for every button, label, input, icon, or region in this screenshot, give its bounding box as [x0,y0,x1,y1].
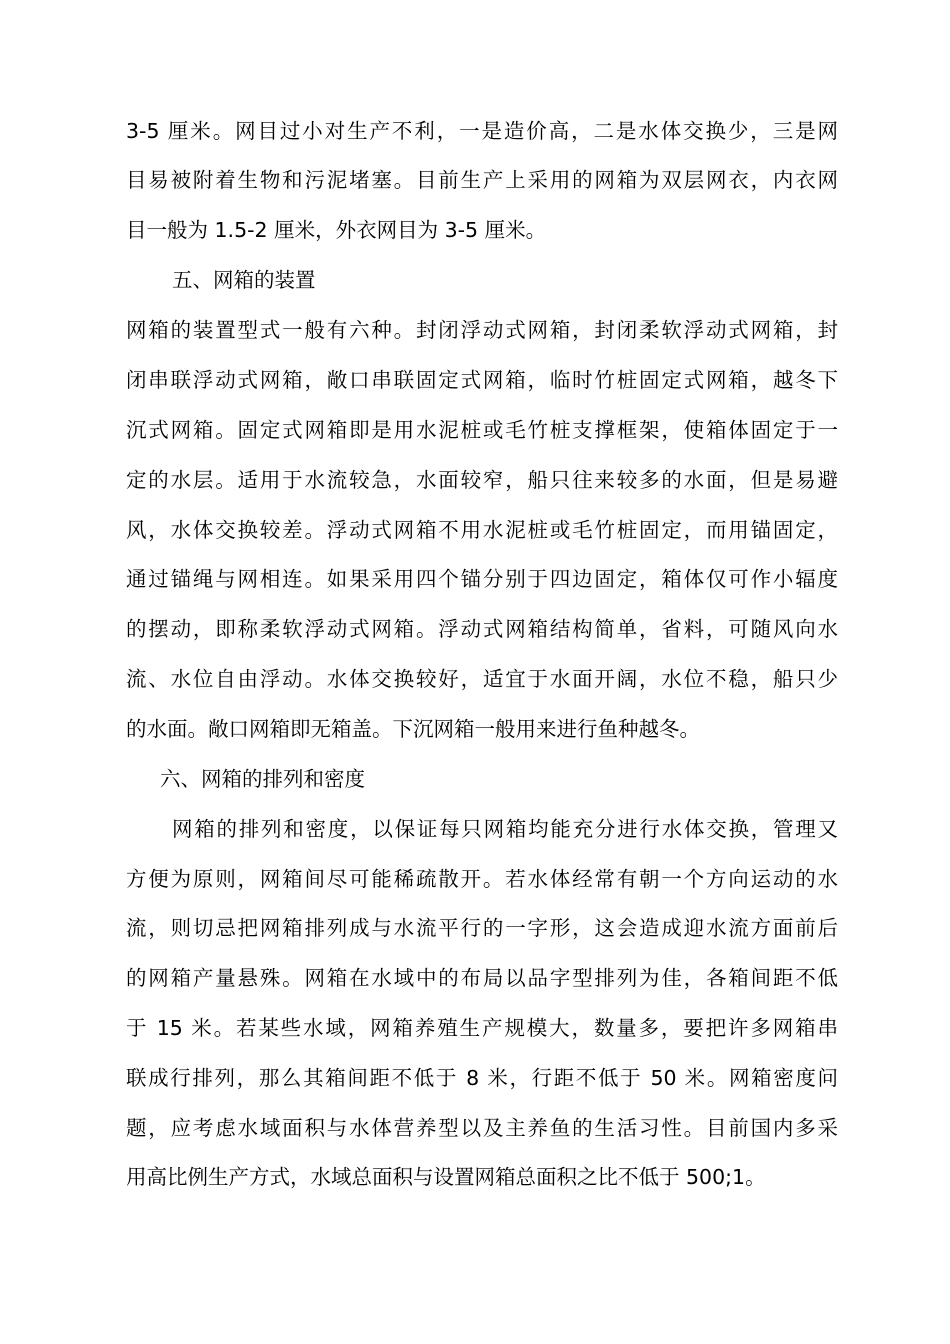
section-heading-5: 五、网箱的装置 [172,268,316,292]
paragraph-line: 流，则切忌把网箱排列成与水流平行的一字形，这会造成迎水流方面前后 [126,916,838,940]
paragraph-line: 沉式网箱。固定式网箱即是用水泥桩或毛竹桩支撑框架，使箱体固定于一 [126,418,838,442]
paragraph-line: 目一般为 1.5-2 厘米，外衣网目为 3-5 厘米。 [126,218,547,242]
paragraph-line: 网箱的排列和密度，以保证每只网箱均能充分进行水体交换，管理又 [172,817,838,841]
paragraph-line: 题，应考虑水域面积与水体营养型以及主养鱼的生活习性。目前国内多采 [126,1116,838,1140]
paragraph-line: 闭串联浮动式网箱，敞口串联固定式网箱，临时竹桩固定式网箱，越冬下 [126,368,838,392]
paragraph-line: 3-5 厘米。网目过小对生产不利，一是造价高，二是水体交换少，三是网 [126,119,838,143]
paragraph-line: 定的水层。适用于水流较急，水面较窄，船只往来较多的水面，但是易避 [126,468,838,492]
paragraph-line: 的水面。敞口网箱即无箱盖。下沉网箱一般用来进行鱼种越冬。 [126,717,700,741]
paragraph-line: 风，水体交换较差。浮动式网箱不用水泥桩或毛竹桩固定，而用锚固定， [126,518,838,542]
paragraph-line: 通过锚绳与网相连。如果采用四个锚分别于四边固定，箱体仅可作小辐度 [126,567,838,591]
paragraph-line: 的网箱产量悬殊。网箱在水域中的布局以品字型排列为佳，各箱间距不低 [126,966,838,990]
paragraph-line: 于 15 米。若某些水域，网箱养殖生产规模大，数量多，要把许多网箱串 [126,1016,838,1040]
paragraph-line: 的摆动，即称柔软浮动式网箱。浮动式网箱结构简单，省料，可随风向水 [126,617,838,641]
paragraph-line: 方便为原则，网箱间尽可能稀疏散开。若水体经常有朝一个方向运动的水 [126,867,838,891]
paragraph-line: 目易被附着生物和污泥堵塞。目前生产上采用的网箱为双层网衣，内衣网 [126,168,838,192]
section-heading-6: 六、网箱的排列和密度 [160,767,365,791]
paragraph-line: 流、水位自由浮动。水体交换较好，适宜于水面开阔，水位不稳，船只少 [126,667,838,691]
paragraph-line: 用高比例生产方式，水域总面积与设置网箱总面积之比不低于 500;1。 [126,1165,766,1189]
paragraph-line: 网箱的装置型式一般有六种。封闭浮动式网箱，封闭柔软浮动式网箱，封 [126,318,838,342]
paragraph-line: 联成行排列，那么其箱间距不低于 8 米，行距不低于 50 米。网箱密度问 [126,1066,838,1090]
